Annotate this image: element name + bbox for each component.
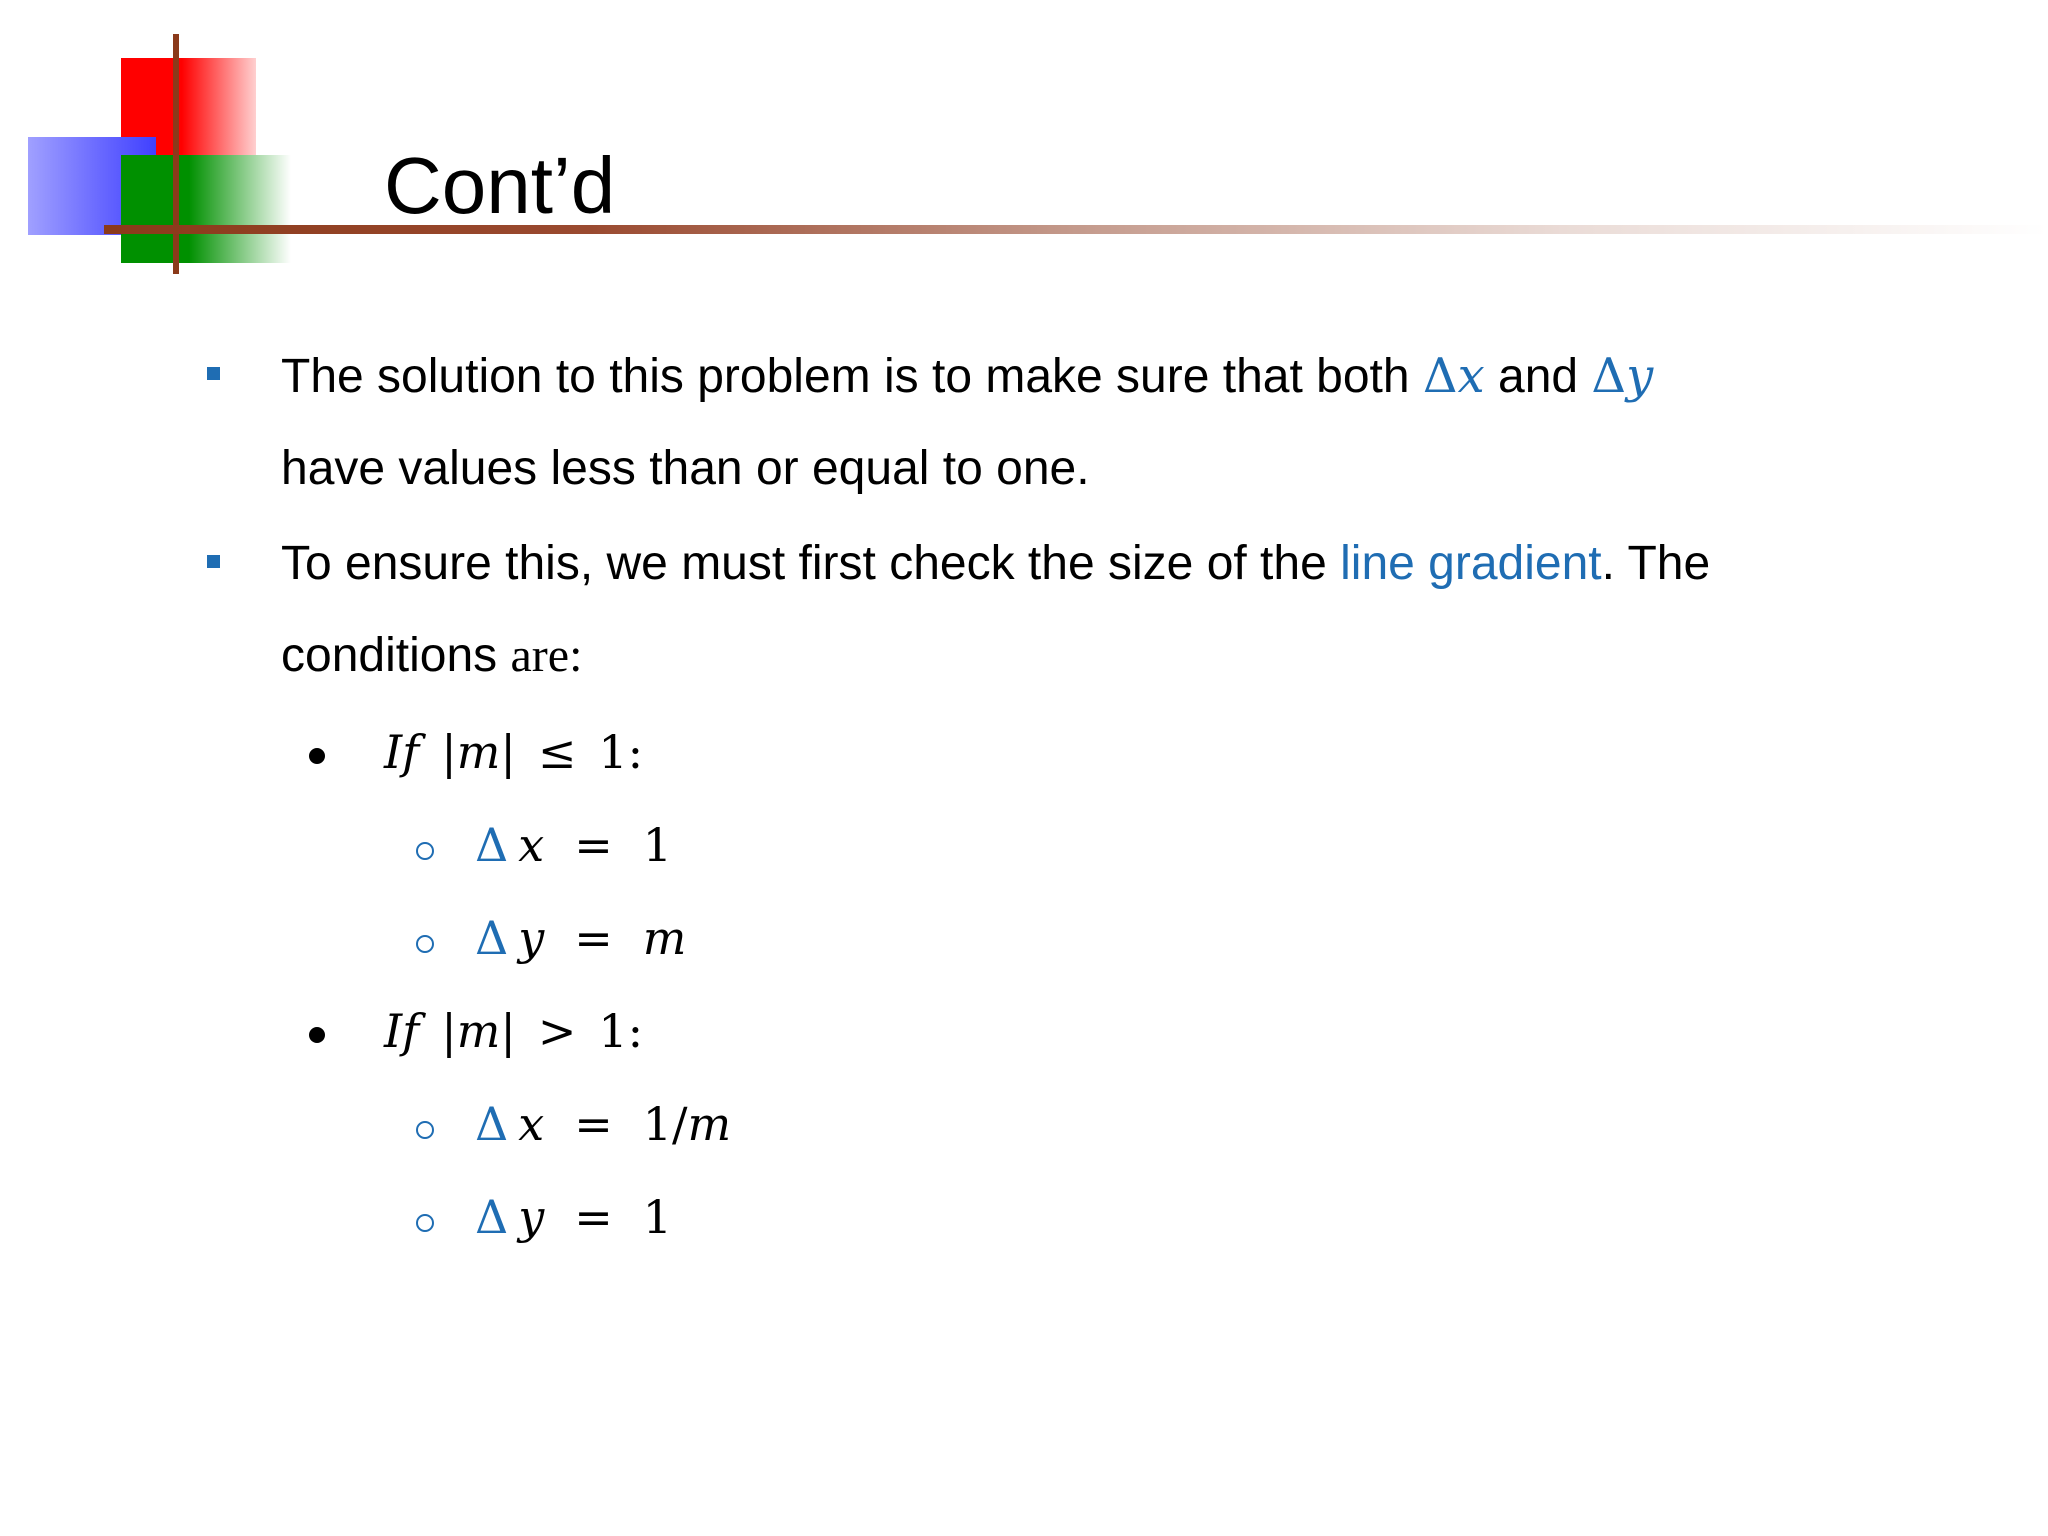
variable-x: 𝑥 <box>518 818 545 872</box>
circle-bullet-icon <box>416 935 434 953</box>
value: 1/𝑚 <box>642 1097 732 1151</box>
condition-1-item-2 <box>475 908 686 968</box>
bullet-2-text-end: . The <box>1601 537 1711 590</box>
delta-symbol: Δ <box>475 818 509 872</box>
cond-1-if: 𝐼𝑓 <box>384 725 420 779</box>
bullet-1-line-1 <box>281 346 1653 407</box>
bullet-2-conditions: conditions <box>281 629 511 682</box>
dot-bullet-icon <box>309 748 325 764</box>
bullet-2-are: are: <box>510 629 583 682</box>
circle-bullet-icon <box>416 842 434 860</box>
delta-x-symbol: Δ𝑥 <box>1422 348 1485 404</box>
delta-symbol: Δ <box>475 1097 509 1151</box>
cond-1-operator: ≤ <box>537 725 577 779</box>
condition-1-item-1 <box>475 815 672 875</box>
cond-2-abs-m: |𝑚| <box>441 1004 516 1058</box>
cond-1-rhs: 1: <box>598 725 644 779</box>
value: 1 <box>642 1190 673 1244</box>
bullet-2-line-1 <box>281 534 1710 594</box>
logo-green-block <box>121 155 291 263</box>
equals-sign: = <box>574 1097 613 1151</box>
delta-symbol: Δ <box>475 1190 509 1244</box>
bullet-1-and: and <box>1484 350 1592 403</box>
variable-x: 𝑥 <box>518 1097 545 1151</box>
variable-y: 𝑦 <box>518 1190 545 1244</box>
value: 1 <box>642 818 673 872</box>
condition-2-item-2 <box>475 1187 672 1247</box>
delta-symbol: Δ <box>475 911 509 965</box>
condition-2-item-1 <box>475 1094 731 1154</box>
bullet-1-line-2: have values less than or equal to one. <box>281 442 1090 495</box>
line-gradient-link: line gradient <box>1340 537 1602 590</box>
bullet-2-line-2 <box>281 626 582 686</box>
dot-bullet-icon <box>309 1027 325 1043</box>
delta-y-symbol: Δ𝑦 <box>1591 348 1654 404</box>
variable-y: 𝑦 <box>518 911 545 965</box>
circle-bullet-icon <box>416 1121 434 1139</box>
cond-2-rhs: 1: <box>598 1004 644 1058</box>
condition-2-label <box>384 1001 643 1061</box>
equals-sign: = <box>574 818 613 872</box>
circle-bullet-icon <box>416 1214 434 1232</box>
square-bullet-icon <box>207 555 220 568</box>
slide-title: Cont’d <box>384 141 616 230</box>
cond-2-if: 𝐼𝑓 <box>384 1004 420 1058</box>
bullet-2-text: To ensure this, we must first check the size of the <box>281 537 1341 590</box>
equals-sign: = <box>574 911 613 965</box>
equals-sign: = <box>574 1190 613 1244</box>
cond-1-abs-m: |𝑚| <box>441 725 516 779</box>
value: 𝑚 <box>642 911 687 965</box>
condition-1-label <box>384 722 643 782</box>
bullet-1-text: The solution to this problem is to make sure that both <box>281 350 1423 403</box>
square-bullet-icon <box>207 367 220 380</box>
logo-vertical-rule <box>173 34 179 274</box>
cond-2-operator: > <box>537 1004 577 1058</box>
